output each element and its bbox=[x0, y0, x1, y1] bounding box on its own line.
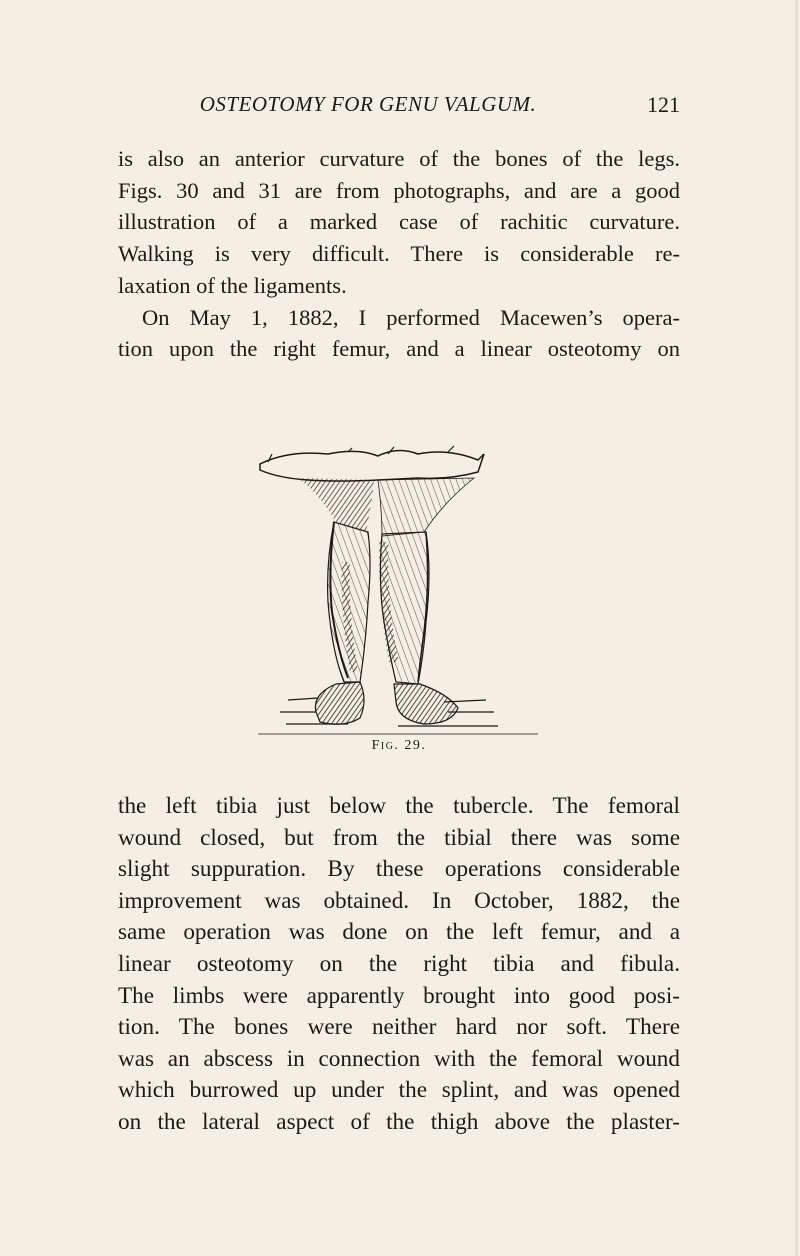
text-line: The limbs were apparently brought into good posi- bbox=[118, 982, 680, 1009]
text-line: slight suppuration. By these operations considerable bbox=[118, 856, 680, 883]
legs-engraving bbox=[248, 382, 548, 742]
text-line: same operation was done on the left femur, and a bbox=[118, 919, 680, 946]
text-line: which burrowed up under the splint, and was opened bbox=[118, 1077, 680, 1104]
caption-text: Fig. 29. bbox=[371, 738, 427, 753]
text-line: improvement was obtained. In October, 1882, the bbox=[118, 887, 680, 914]
text-line: is also an anterior curvature of the bones of the legs. bbox=[118, 146, 680, 171]
text-line: on the lateral aspect of the thigh above the plaster- bbox=[118, 1108, 680, 1135]
text-line: tion. The bones were neither hard nor soft. There bbox=[118, 1014, 680, 1041]
text-line: was an abscess in connection with the femoral wound bbox=[118, 1045, 680, 1072]
page-number: 121 bbox=[647, 92, 680, 117]
paragraph-top bbox=[118, 143, 680, 365]
text-line: Walking is very difficult. There is considerable re- bbox=[118, 241, 680, 267]
paragraph-bottom bbox=[118, 791, 680, 1139]
text-line: On May 1, 1882, I performed Macewen’s opera- bbox=[142, 304, 680, 330]
page-edge-shadow bbox=[795, 0, 798, 1256]
text-line: wound closed, but from the tibial there was some bbox=[118, 824, 680, 851]
running-title: OSTEOTOMY FOR GENU VALGUM. bbox=[199, 92, 537, 116]
running-head bbox=[118, 92, 678, 118]
text-line: Figs. 30 and 31 are from photographs, and are a good bbox=[118, 177, 680, 203]
text-line: tion upon the right femur, and a linear osteotomy on bbox=[118, 336, 680, 362]
text-line: illustration of a marked case of rachitic curvature. bbox=[118, 209, 680, 235]
figure-caption bbox=[118, 738, 680, 754]
text-line: linear osteotomy on the right tibia and fibula. bbox=[118, 950, 680, 977]
figure-legs-illustration bbox=[248, 382, 548, 742]
text-line: the left tibia just below the tubercle. The femoral bbox=[118, 793, 680, 819]
text-line: laxation of the ligaments. bbox=[118, 272, 347, 298]
